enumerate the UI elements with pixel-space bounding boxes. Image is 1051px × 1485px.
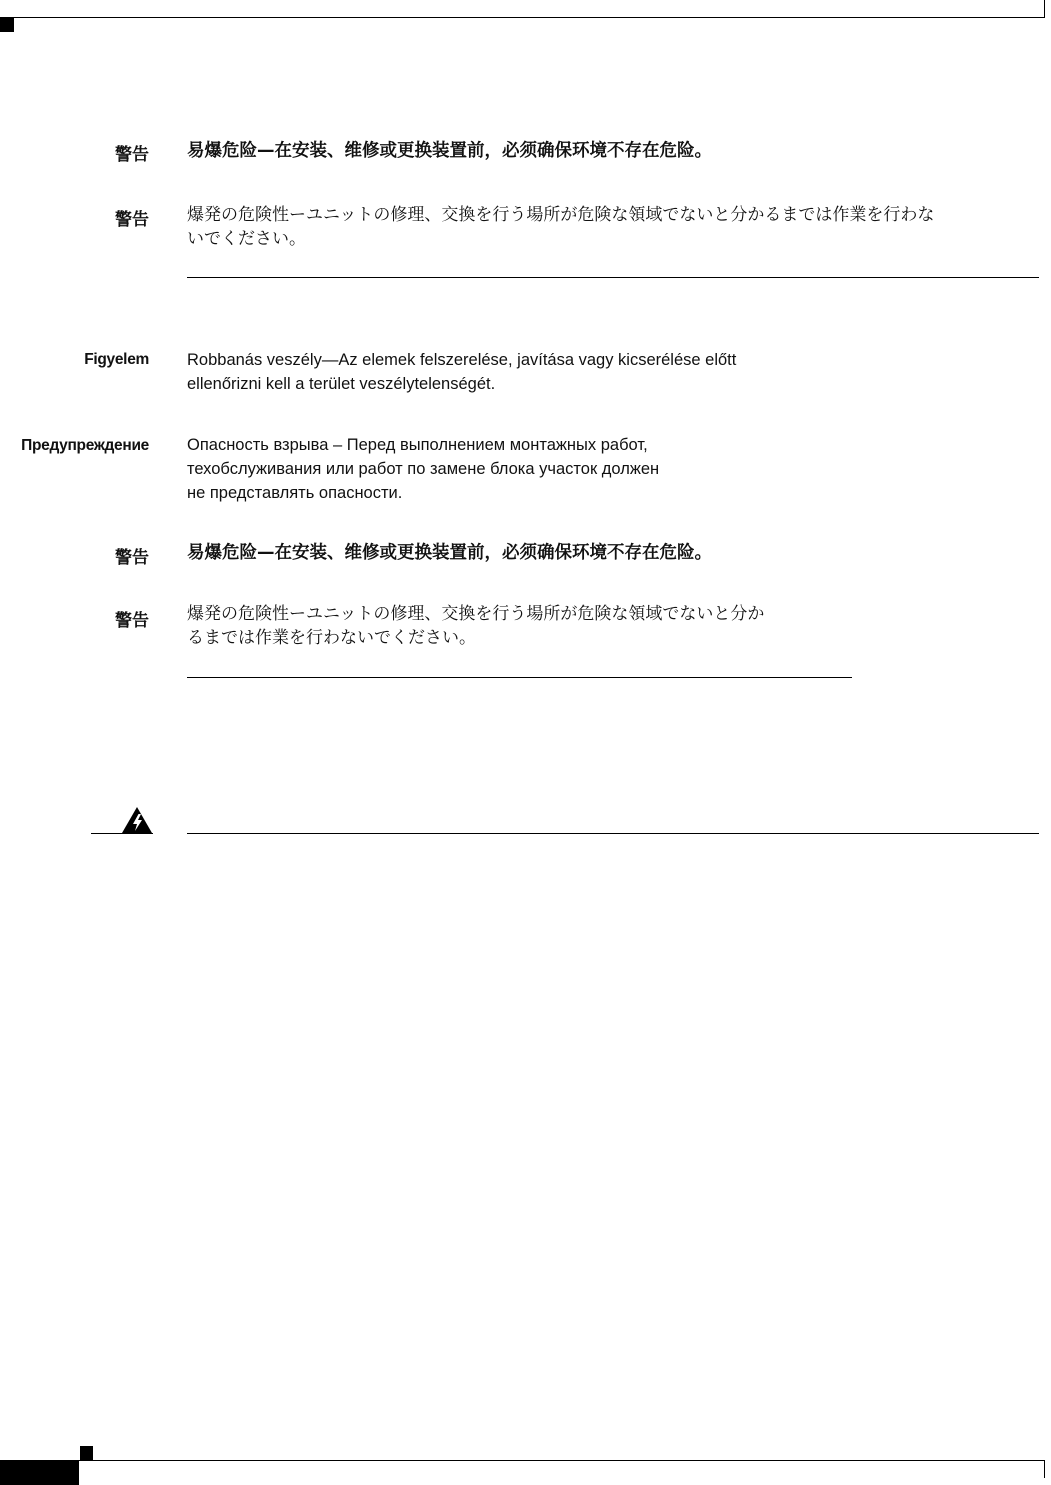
warning-label: Предупреждение bbox=[21, 437, 149, 454]
top-border-line bbox=[0, 17, 1045, 18]
bottom-marker-block bbox=[0, 1461, 79, 1485]
warning-text bbox=[187, 602, 764, 650]
warning-text-line: ellenőrizni kell a terület veszélytelenségét. bbox=[187, 375, 496, 393]
top-left-marker bbox=[0, 18, 14, 32]
section-divider bbox=[187, 677, 852, 678]
warning-text bbox=[187, 433, 659, 505]
warning-text bbox=[187, 139, 712, 163]
bottom-right-tick bbox=[1044, 1460, 1045, 1478]
warning-text bbox=[187, 541, 712, 565]
bottom-marker-small bbox=[80, 1446, 93, 1460]
section-divider bbox=[187, 833, 1039, 834]
warning-text-line: техобслуживания или работ по замене блока участок должен bbox=[187, 460, 660, 478]
warning-text bbox=[187, 348, 736, 396]
warning-label: Figyelem bbox=[84, 351, 149, 368]
icon-underline bbox=[91, 833, 153, 834]
warning-text-line: Опасность взрыва – Перед выполнением монтажных работ, bbox=[187, 436, 648, 454]
warning-text-line: не представлять опасности. bbox=[187, 484, 403, 502]
warning-label: 警告 bbox=[115, 210, 149, 230]
warning-triangle-icon bbox=[121, 806, 153, 834]
warning-text-line: Robbanás veszély—Az elemek felszerelése, javítása vagy kicserélése előtt bbox=[187, 351, 737, 369]
warning-text-line: 爆発の危険性ーユニットの修理、交換を行う場所が危険な領域でないと分か bbox=[187, 604, 765, 624]
warning-text-line: いでください。 bbox=[187, 229, 306, 249]
warning-text-line: 易爆危险—在安装、维修或更换装置前，必须确保环境不存在危险。 bbox=[187, 543, 712, 563]
warning-text-line: るまでは作業を行わないでください。 bbox=[187, 628, 476, 648]
warning-text-line: 易爆危险—在安装、维修或更换装置前，必须确保环境不存在危险。 bbox=[187, 141, 712, 161]
warning-label: 警告 bbox=[115, 145, 149, 165]
bottom-border-line bbox=[0, 1460, 1045, 1461]
top-right-tick bbox=[1044, 0, 1045, 18]
warning-text-line: 爆発の危険性ーユニットの修理、交換を行う場所が危険な領域でないと分かるまでは作業を行わな bbox=[187, 205, 935, 225]
warning-text bbox=[187, 203, 934, 251]
warning-label: 警告 bbox=[115, 548, 149, 568]
warning-label: 警告 bbox=[115, 611, 149, 631]
section-divider bbox=[187, 277, 1039, 278]
